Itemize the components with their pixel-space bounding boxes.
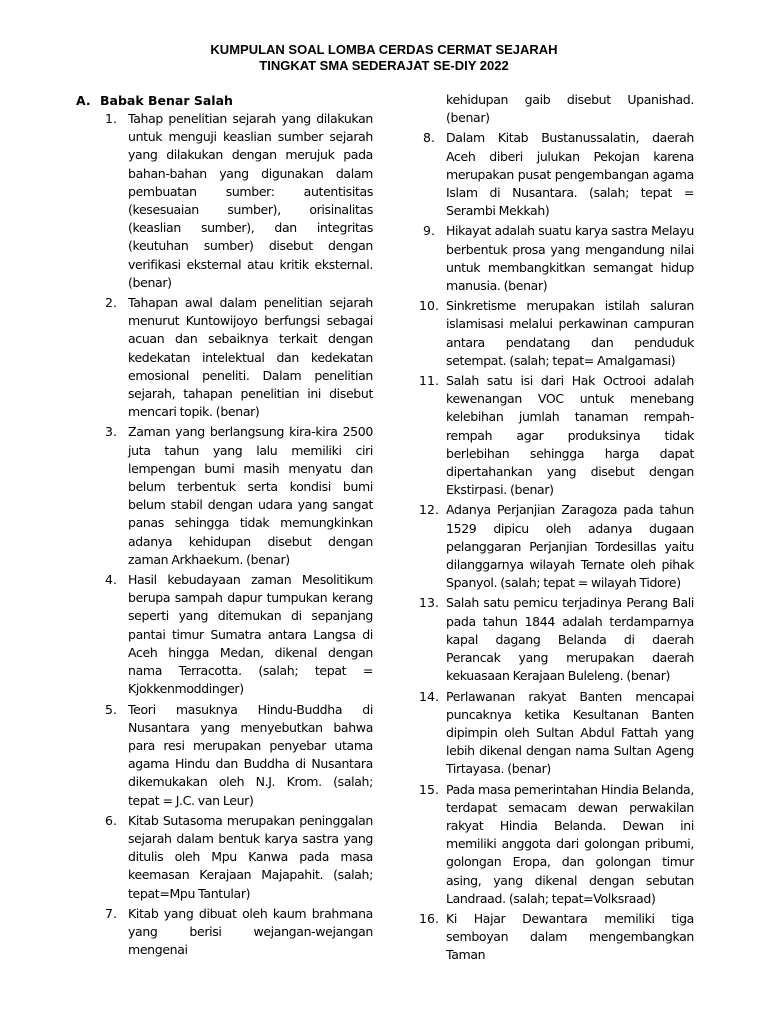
question-text: Hikayat adalah suatu karya sastra Melayu berbentuk prosa yang mengandung nilai untuk membangkitkan semangat hidup manusia. (benar) [446, 223, 694, 294]
question-text: Hasil kebudayaan zaman Mesolitikum berupa sampah dapur tumpukan kerang seperti yang ditemukan di sepanjang pantai timur Sumatra antara Langsa di Aceh hingga Medan, dikenal dengan nama Terracotta. (salah; tepat = Kjokkenmoddinger) [128, 572, 373, 697]
question-item [96, 701, 373, 810]
question-text: Pada masa pemerintahan Hindia Belanda, terdapat semacam dewan perwakilan rakyat Hindia Belanda. Dewan ini memiliki anggota dari golongan pribumi, golongan Eropa, dan golongan timur asing, yang dikenal dengan sebutan Landraad. (salah; tepat=Volksraad) [446, 781, 694, 906]
question-number: 16. [419, 910, 439, 926]
question-number: 2. [105, 295, 117, 311]
question-number: 6. [105, 812, 117, 828]
question-text: Dalam Kitab Bustanussalatin, daerah Aceh diberi julukan Pekojan karena merupakan pusat pengembangan agama Islam di Nusantara. (salah; tepat = Serambi Mekkah) [446, 130, 694, 219]
question-item [414, 501, 694, 592]
question-number: 1. [105, 111, 117, 126]
question-text: Adanya Perjanjian Zaragoza pada tahun 1529 dipicu oleh adanya dugaan pelanggaran Perjanjian Tordesillas yaitu dilanggarnya wilayah Ternate oleh pihak Spanyol. (salah; tepat = wilayah Tidore) [446, 502, 694, 591]
question-item [414, 781, 694, 908]
question-item [96, 294, 373, 421]
question-number: 15. [419, 781, 439, 797]
question-number: 9. [423, 223, 435, 239]
question-text: Kitab Sutasoma merupakan peninggalan sejarah dalam bentuk karya sastra yang ditulis oleh Mpu Kanwa pada masa keemasan Kerajaan Majapahit. (salah; tepat=Mpu Tantular) [128, 812, 373, 901]
question-item [96, 110, 373, 292]
question-text: Tahapan awal dalam penelitian sejarah menurut Kuntowijoyo berfungsi sebagai acuan dan sebaiknya terkait dengan kedekatan intelektual dan kedekatan emosional peneliti. Dalam penelitian sejarah, tahapan penelitian ini disebut mencari topik. (benar) [128, 295, 373, 420]
question-item [96, 812, 373, 903]
section-heading [76, 92, 233, 110]
question-number: 10. [419, 298, 439, 314]
question-number: 3. [105, 424, 117, 440]
question-item [414, 910, 694, 965]
left-column [96, 110, 373, 961]
question-text: Zaman yang berlangsung kira-kira 2500 juta tahun yang lalu memiliki ciri lempengan bumi masih menyatu dan belum terbentuk serta kondisi bumi belum stabil dengan udara yang sangat panas sehingga tidak memungkinkan adanya kehidupan disebut dengan zaman Arkhaekum. (benar) [128, 424, 373, 567]
question-text: Kitab yang dibuat oleh kaum brahmana yang berisi wejangan-wejangan mengenai [128, 905, 373, 958]
question-text: Sinkretisme merupakan istilah saluran islamisasi melalui perkawinan campuran antara pendatang dan penduduk setempat. (salah; tepat= Amalgamasi) [446, 298, 694, 368]
right-column [414, 91, 694, 967]
section-title: Babak Benar Salah [100, 93, 233, 108]
question-text-continuation: kehidupan gaib disebut Upanishad. (benar) [446, 92, 694, 126]
document-title-line-2: TINGKAT SMA SEDERAJAT SE-DIY 2022 [259, 58, 509, 73]
question-item [414, 297, 694, 370]
question-text: Tahap penelitian sejarah yang dilakukan untuk menguji keaslian sumber sejarah yang dilakukan dengan merujuk pada bahan-bahan yang digunakan dalam pembuatan sumber: autentisitas (kesesuaian sumber), orisinalitas (keaslian sumber), dan integritas (keutuhan sumber) disebut dengan verifikasi eksternal atau kritik eksternal. (benar) [128, 111, 373, 290]
question-item [414, 372, 694, 499]
question-text: Salah satu pemicu terjadinya Perang Bali pada tahun 1844 adalah terdamparnya kapal dagang Belanda di daerah Perancak yang merupakan daerah kekuasaan Kerajaan Buleleng. (benar) [446, 595, 694, 684]
section-letter: A. [76, 93, 91, 108]
document-title-line-1: KUMPULAN SOAL LOMBA CERDAS CERMAT SEJARAH [210, 42, 558, 57]
question-item [96, 423, 373, 569]
question-item [96, 571, 373, 698]
question-text: Teori masuknya Hindu-Buddha di Nusantara yang menyebutkan bahwa para resi merupakan penyebar utama agama Hindu dan Buddha di Nusantara dikemukakan oleh N.J. Krom. (salah; tepat = J.C. van Leur) [128, 701, 373, 808]
question-number: 12. [419, 502, 439, 518]
question-text: Perlawanan rakyat Banten mencapai puncaknya ketika Kesultanan Banten dipimpin oleh Sultan Abdul Fattah yang lebih dikenal dengan nama Sultan Ageng Tirtayasa. (benar) [446, 688, 694, 777]
question-number: 8. [423, 130, 435, 146]
question-text: Ki Hajar Dewantara memiliki tiga semboyan dalam mengembangkan Taman [446, 910, 694, 963]
question-text: Salah satu isi dari Hak Octrooi adalah kewenangan VOC untuk menebang kelebihan jumlah tanaman rempah-rempah agar produksinya tidak berlebihan sehingga harga dapat dipertahankan yang disebut dengan Ekstirpasi. (benar) [446, 373, 694, 498]
question-number: 11. [419, 373, 439, 389]
question-number: 13. [419, 595, 439, 611]
question-item [414, 129, 694, 220]
question-item [414, 594, 694, 685]
question-number: 4. [105, 572, 117, 588]
question-item [414, 222, 694, 295]
question-item [414, 688, 694, 779]
question-number: 14. [419, 688, 439, 704]
question-item [96, 905, 373, 960]
question-number: 7. [105, 905, 117, 921]
question-number: 5. [105, 701, 117, 717]
